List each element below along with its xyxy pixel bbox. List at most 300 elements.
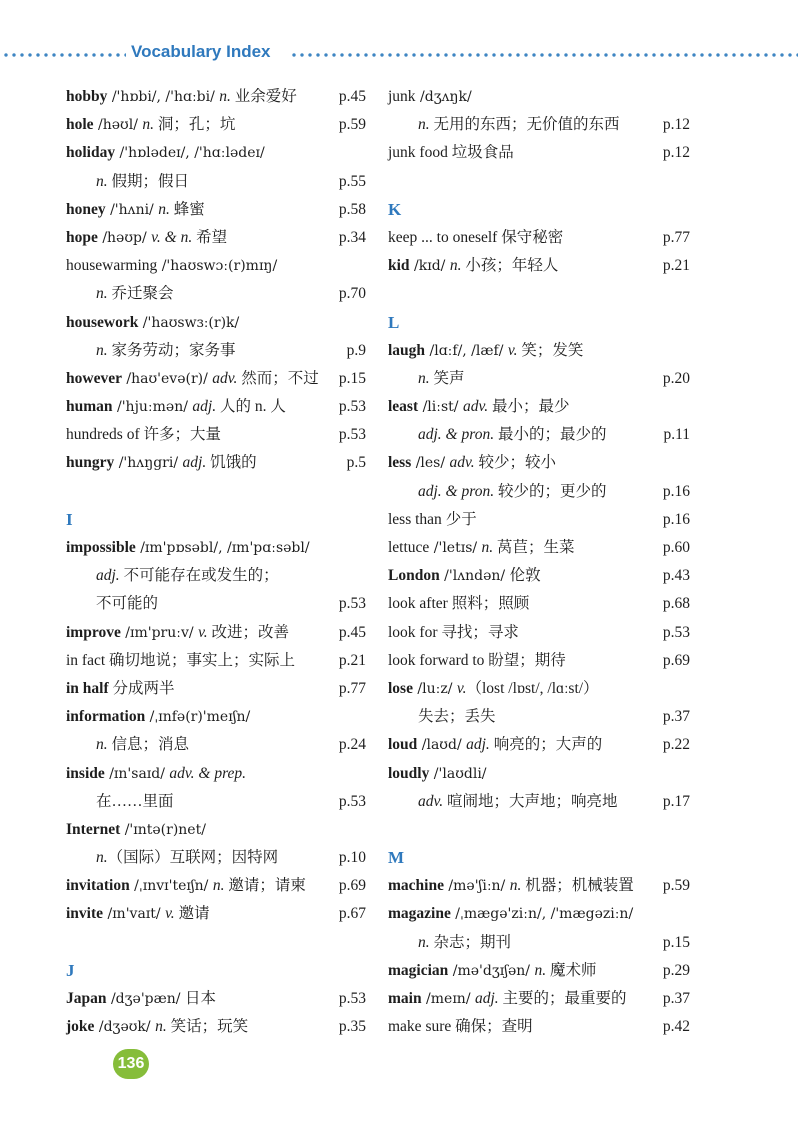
headword: loudly [388, 764, 430, 782]
spacer [388, 168, 690, 196]
phonetic: /lɑːf/, /læf/ [425, 342, 508, 359]
headword: hobby [66, 88, 108, 105]
page-ref: p.68 [662, 595, 690, 613]
entry-text [66, 990, 216, 1007]
vocab-row [66, 703, 366, 731]
page-ref: p.34 [338, 228, 366, 246]
chinese-gloss: 喧闹地；大声地；响亮地 [443, 792, 618, 810]
part-of-speech: v. [507, 341, 518, 359]
phrase: in fact [66, 651, 106, 669]
phonetic: /'lʌndən/ [439, 568, 510, 585]
chinese-gloss: （lost /lɒst/, /lɑːst/） [466, 679, 599, 697]
vocab-row [66, 365, 366, 393]
headword: Internet [66, 820, 121, 838]
phonetic: /haʊ'evə(r)/ [121, 370, 213, 387]
entry-text [388, 905, 633, 922]
page-ref: p.37 [662, 990, 690, 1007]
headword: London [388, 567, 440, 585]
chinese-gloss: 确保；查明 [451, 1018, 533, 1036]
headword: impossible [66, 539, 136, 556]
phonetic: /ɪm'pɒsəbl/, /ɪm'pɑːsəbl/ [135, 540, 310, 556]
page-ref: p.60 [662, 539, 690, 556]
part-of-speech: n. [219, 88, 231, 105]
part-of-speech: n. [212, 877, 225, 895]
entry-text [66, 821, 206, 838]
vocab-row [388, 449, 690, 477]
entry-text [388, 962, 596, 979]
phonetic: /'letɪs/ [429, 540, 482, 556]
entry-text [66, 793, 174, 810]
page-ref: p.15 [662, 933, 690, 951]
part-of-speech: n. [96, 285, 108, 303]
part-of-speech: n. [142, 116, 154, 134]
section-letter: J [66, 960, 75, 980]
headword: information [66, 708, 146, 726]
part-of-speech: adj. [192, 398, 217, 416]
part-of-speech: v. [198, 623, 208, 641]
part-of-speech: n. [155, 1018, 167, 1036]
vocab-row [66, 760, 366, 788]
chinese-gloss: 最小的；最少的 [494, 426, 607, 444]
part-of-speech: n. [418, 369, 430, 387]
phonetic: /həʊp/ [97, 229, 152, 246]
section-letter: K [388, 199, 402, 219]
chinese-gloss: 杂志；期刊 [429, 933, 512, 951]
phrase: make sure [388, 1018, 452, 1036]
page-ref: p.15 [338, 369, 366, 387]
vocab-row [388, 647, 690, 675]
phonetic: /luːz/ [412, 680, 457, 697]
vocab-row [66, 139, 366, 167]
page-ref: p.77 [662, 228, 690, 246]
chinese-gloss: 确切地说；事实上；实际上 [105, 651, 296, 669]
headword: however [66, 369, 122, 387]
entry-text [388, 624, 519, 641]
part-of-speech: adv. [418, 792, 444, 810]
spacer [66, 478, 366, 506]
phonetic: /kɪd/ [409, 258, 450, 275]
vocab-row [388, 421, 690, 449]
entry-text [388, 370, 465, 387]
page-ref: p.16 [662, 510, 690, 528]
chinese-gloss: 希望 [192, 228, 228, 246]
vocab-row [388, 506, 690, 534]
phonetic: /mə'ʃiːn/ [443, 878, 510, 895]
entry-text [388, 454, 556, 471]
vocab-row [388, 252, 690, 280]
chinese-gloss: 业余爱好 [230, 88, 297, 105]
part-of-speech: v. & n. [151, 228, 193, 246]
page-ref: p.35 [338, 1018, 366, 1036]
page-ref: p.53 [338, 595, 366, 613]
headword: least [388, 398, 419, 416]
vocab-row [66, 816, 366, 844]
part-of-speech: adv. [449, 454, 475, 472]
page-ref: p.21 [662, 257, 690, 275]
phonetic: /laʊd/ [417, 737, 467, 754]
headword: Japan [66, 990, 107, 1007]
vocab-row [388, 534, 690, 562]
header-dots-right [290, 53, 798, 57]
chinese-gloss: 笑；发笑 [517, 341, 584, 359]
headword: housework [66, 313, 139, 331]
chinese-gloss: 家务劳动；家务事 [107, 341, 236, 359]
vocab-row [388, 590, 690, 618]
chinese-gloss: 盼望；期待 [484, 651, 566, 669]
vocab-row [66, 83, 366, 111]
entry-text [388, 567, 541, 584]
headword: holiday [66, 144, 116, 162]
phonetic: /'hʌŋgri/ [114, 455, 183, 472]
page-ref: p.16 [662, 482, 690, 500]
chinese-gloss: 魔术师 [546, 961, 597, 979]
chinese-gloss: 最小；最少 [488, 398, 570, 416]
vocab-row [66, 590, 366, 618]
page-ref: p.12 [662, 144, 690, 162]
vocab-row [388, 337, 690, 365]
phonetic: /'hʌni/ [105, 201, 159, 218]
phonetic: /liːst/ [418, 399, 463, 416]
entry-text [66, 116, 235, 133]
entry-text [388, 88, 472, 105]
page-ref: p.55 [338, 172, 366, 190]
chinese-gloss: 许多；大量 [139, 426, 222, 444]
part-of-speech: adv. [462, 398, 489, 416]
vocab-row [388, 224, 690, 252]
phonetic: /'hɒlədeɪ/, /'hɑːlədeɪ/ [115, 145, 265, 162]
entry-text [66, 88, 297, 105]
vocab-row [388, 788, 690, 816]
chinese-gloss: 乔迁聚会 [107, 285, 174, 303]
vocab-row [66, 309, 366, 337]
phonetic: /'hɒbi/, /'hɑːbi/ [107, 89, 220, 105]
part-of-speech: n. [509, 877, 522, 895]
part-of-speech: n. [481, 539, 494, 556]
chinese-gloss: 无用的东西；无价值的东西 [429, 116, 620, 134]
phrase: look after [388, 595, 448, 613]
headword: inside [66, 764, 105, 782]
vocab-row [388, 139, 690, 167]
entry-text [66, 708, 250, 725]
vocab-row [66, 337, 366, 365]
chinese-gloss: 小孩；年轻人 [461, 257, 559, 275]
phrase: housewarming [66, 257, 158, 275]
entry-text [66, 398, 286, 415]
vocab-row [388, 83, 690, 111]
page-ref: p.53 [662, 623, 690, 641]
entry-text [388, 934, 511, 951]
entry-text [66, 173, 189, 190]
chinese-gloss: 洞；孔；坑 [153, 116, 236, 134]
chinese-gloss: 邀请 [174, 905, 210, 923]
entry-text [388, 426, 606, 443]
headword: magician [388, 961, 449, 979]
part-of-speech: n. [418, 116, 430, 134]
chinese-gloss: 不可能存在或发生的； [119, 567, 279, 585]
headword: main [388, 990, 422, 1007]
entry-text [388, 229, 563, 246]
page-ref: p.59 [338, 116, 366, 134]
entry-text [66, 567, 279, 584]
entry-text [388, 539, 575, 556]
vocab-row [388, 365, 690, 393]
vocab-row [388, 478, 690, 506]
phrase: hundreds of [66, 426, 140, 444]
vocab-row [388, 900, 690, 928]
chinese-gloss: 饥饿的 [206, 454, 257, 472]
phrase: look for [388, 623, 438, 641]
page-ref: p.53 [338, 398, 366, 416]
page-ref: p.59 [662, 877, 690, 895]
chinese-gloss: 然而；不过 [237, 369, 319, 387]
phrase: junk [388, 88, 416, 105]
entry-text [388, 793, 618, 810]
page-ref: p.21 [338, 651, 366, 669]
vocab-row [388, 393, 690, 421]
entry-text [66, 765, 246, 782]
chinese-gloss: 笑话；玩笑 [166, 1018, 249, 1036]
vocab-row [66, 788, 366, 816]
phrase: look forward to [388, 651, 485, 669]
vocab-row [66, 111, 366, 139]
entry-text [66, 426, 221, 443]
vocab-row [388, 562, 690, 590]
entry-text [66, 285, 174, 302]
phonetic: /dʒʌŋk/ [415, 89, 472, 105]
phonetic: /ˌmægə'ziːn/, /'mægəziːn/ [450, 906, 634, 923]
phonetic: /ɪn'saɪd/ [104, 765, 170, 782]
chinese-gloss: 寻找；寻求 [437, 623, 519, 641]
headword: loud [388, 736, 418, 754]
page-ref: p.77 [338, 679, 366, 697]
part-of-speech: adv. & prep. [169, 764, 247, 782]
entry-text [388, 990, 627, 1007]
vocab-row [66, 619, 366, 647]
page-ref: p.45 [338, 88, 366, 105]
section-letter: I [66, 509, 73, 529]
chinese-gloss: 伦敦 [509, 567, 541, 585]
chinese-gloss: 信息；消息 [107, 736, 190, 754]
part-of-speech: n. [96, 341, 108, 359]
vocab-row [66, 224, 366, 252]
phonetic: /'haʊswɜː(r)k/ [138, 314, 240, 331]
page-ref: p.58 [338, 200, 366, 218]
entry-text [66, 595, 158, 612]
vocab-row [66, 844, 366, 872]
page-number-badge: 136 [113, 1049, 149, 1079]
headword: in half [66, 679, 109, 697]
part-of-speech: n. [96, 736, 108, 754]
part-of-speech: v. [165, 905, 175, 923]
page-title: Vocabulary Index [131, 42, 271, 61]
chinese-gloss: 较少；较小 [474, 454, 557, 472]
section-letter: L [388, 312, 400, 332]
entry-text [66, 1018, 248, 1035]
page-ref: p.53 [338, 990, 366, 1007]
vocab-row [66, 168, 366, 196]
headword: joke [66, 1018, 95, 1036]
chinese-gloss: 响亮的；大声的 [489, 736, 603, 754]
page-ref: p.10 [338, 849, 366, 867]
page-ref: p.43 [662, 567, 690, 585]
part-of-speech: n. [449, 257, 462, 275]
chinese-gloss: 人的 n. 人 [216, 398, 286, 416]
chinese-gloss: 失去；丢失 [418, 708, 496, 726]
vocab-row [66, 393, 366, 421]
page-ref: p.69 [662, 651, 690, 669]
headword: human [66, 398, 113, 416]
entry-text [66, 736, 189, 753]
page-ref: p.42 [662, 1018, 690, 1036]
entry-text [66, 905, 210, 922]
headword: magazine [388, 905, 451, 923]
entry-text [388, 765, 487, 782]
spacer [388, 816, 690, 844]
entry-text [66, 257, 277, 274]
page-ref: p.11 [663, 426, 690, 444]
vocab-row [66, 449, 366, 477]
vocab-row [388, 619, 690, 647]
vocab-row [66, 985, 366, 1013]
phonetic: /ɪn'vaɪt/ [103, 906, 166, 923]
entry-text [66, 370, 319, 387]
vocab-row [388, 957, 690, 985]
page-ref: p.29 [662, 961, 690, 979]
chinese-gloss: 邀请；请柬 [224, 877, 306, 895]
entry-text [388, 144, 514, 161]
phonetic: /dʒəʊk/ [94, 1019, 156, 1036]
part-of-speech: n. [96, 172, 108, 190]
entry-text [66, 201, 205, 218]
entry-text [66, 624, 289, 641]
vocab-row [388, 675, 690, 703]
phonetic: /meɪn/ [421, 991, 475, 1007]
vocab-row [66, 900, 366, 928]
entry-text [66, 680, 175, 697]
page-ref: p.67 [338, 905, 366, 923]
part-of-speech: adv. [212, 369, 238, 387]
entry-text [66, 652, 295, 669]
chinese-gloss: 垃圾食品 [447, 144, 514, 162]
phrase: keep ... to oneself [388, 228, 498, 246]
phonetic: /'laʊdli/ [429, 765, 487, 782]
chinese-gloss: 少于 [441, 510, 477, 528]
part-of-speech: n. [534, 961, 547, 979]
entry-text [388, 736, 602, 753]
entry-text [388, 680, 599, 697]
part-of-speech: n. [418, 933, 430, 951]
page-ref: p.20 [662, 369, 690, 387]
page-ref: p.22 [662, 736, 690, 754]
vocab-row [66, 647, 366, 675]
part-of-speech: n. [158, 200, 170, 218]
headword: hungry [66, 454, 115, 472]
part-of-speech: adj. [466, 736, 490, 754]
entry-text [66, 454, 257, 471]
chinese-gloss: 莴苣；生菜 [493, 539, 575, 556]
headword: improve [66, 623, 121, 641]
chinese-gloss: 分成两半 [108, 679, 175, 697]
chinese-gloss: 不可能的 [96, 595, 159, 613]
headword: hole [66, 116, 94, 134]
part-of-speech: adj. & pron. [418, 426, 495, 444]
entry-text [388, 483, 606, 500]
entry-text [388, 398, 569, 415]
part-of-speech: adj. [96, 567, 120, 585]
phonetic: /dʒə'pæn/ [106, 991, 185, 1007]
vocab-row [388, 985, 690, 1013]
entry-text [388, 595, 529, 612]
entry-text [388, 708, 496, 725]
entry-text [388, 1018, 533, 1035]
vocab-row [66, 252, 366, 280]
vocab-row [388, 111, 690, 139]
page-ref: p.9 [346, 341, 366, 359]
phonetic: /les/ [411, 455, 450, 472]
chinese-gloss: （国际）互联网；因特网 [107, 849, 279, 867]
phrase: lettuce [388, 539, 430, 556]
entry-text [388, 257, 558, 274]
part-of-speech: n. [96, 849, 108, 867]
vocab-row [66, 675, 366, 703]
entry-text [388, 116, 620, 133]
phonetic: /ˌɪnfə(r)'meɪʃn/ [145, 709, 251, 726]
vocab-row [388, 872, 690, 900]
phonetic: /həʊl/ [93, 117, 143, 134]
chinese-gloss: 照料；照顾 [447, 595, 530, 613]
page-ref: p.24 [338, 736, 366, 754]
headword: hope [66, 228, 98, 246]
part-of-speech: v. [456, 679, 467, 697]
entry-text [66, 342, 236, 359]
phonetic: /ɪm'pruːv/ [120, 624, 199, 641]
chinese-gloss: 主要的；最重要的 [498, 990, 627, 1007]
headword: kid [388, 257, 410, 275]
headword: honey [66, 200, 106, 218]
chinese-gloss: 机器；机械装置 [521, 877, 634, 895]
page-header [0, 40, 800, 70]
chinese-gloss: 保守秘密 [497, 228, 564, 246]
chinese-gloss: 在……里面 [96, 792, 174, 810]
page-ref: p.17 [662, 792, 690, 810]
page-ref: p.5 [346, 454, 366, 472]
headword: invite [66, 905, 104, 923]
chinese-gloss: 假期；假日 [107, 172, 190, 190]
vocab-row [388, 760, 690, 788]
chinese-gloss: 改进；改善 [207, 623, 290, 641]
spacer [388, 280, 690, 308]
page-ref: p.70 [338, 285, 366, 303]
page-ref: p.69 [338, 877, 366, 895]
page-ref: p.53 [338, 792, 366, 810]
vocab-row [66, 562, 366, 590]
vocab-row [66, 196, 366, 224]
entry-text [388, 342, 583, 359]
section-letter: M [388, 848, 405, 868]
headword: less [388, 454, 412, 472]
headword: invitation [66, 877, 130, 895]
phonetic: /'haʊswɔː(r)mɪŋ/ [157, 258, 278, 275]
entry-text [388, 652, 566, 669]
right-column [388, 83, 690, 1041]
page-ref: p.45 [338, 623, 366, 641]
entry-text [66, 314, 239, 331]
entry-text [388, 877, 634, 894]
entry-text [66, 877, 306, 894]
part-of-speech: adj. & pron. [418, 482, 495, 500]
vocab-row [388, 703, 690, 731]
vocab-row [66, 534, 366, 562]
